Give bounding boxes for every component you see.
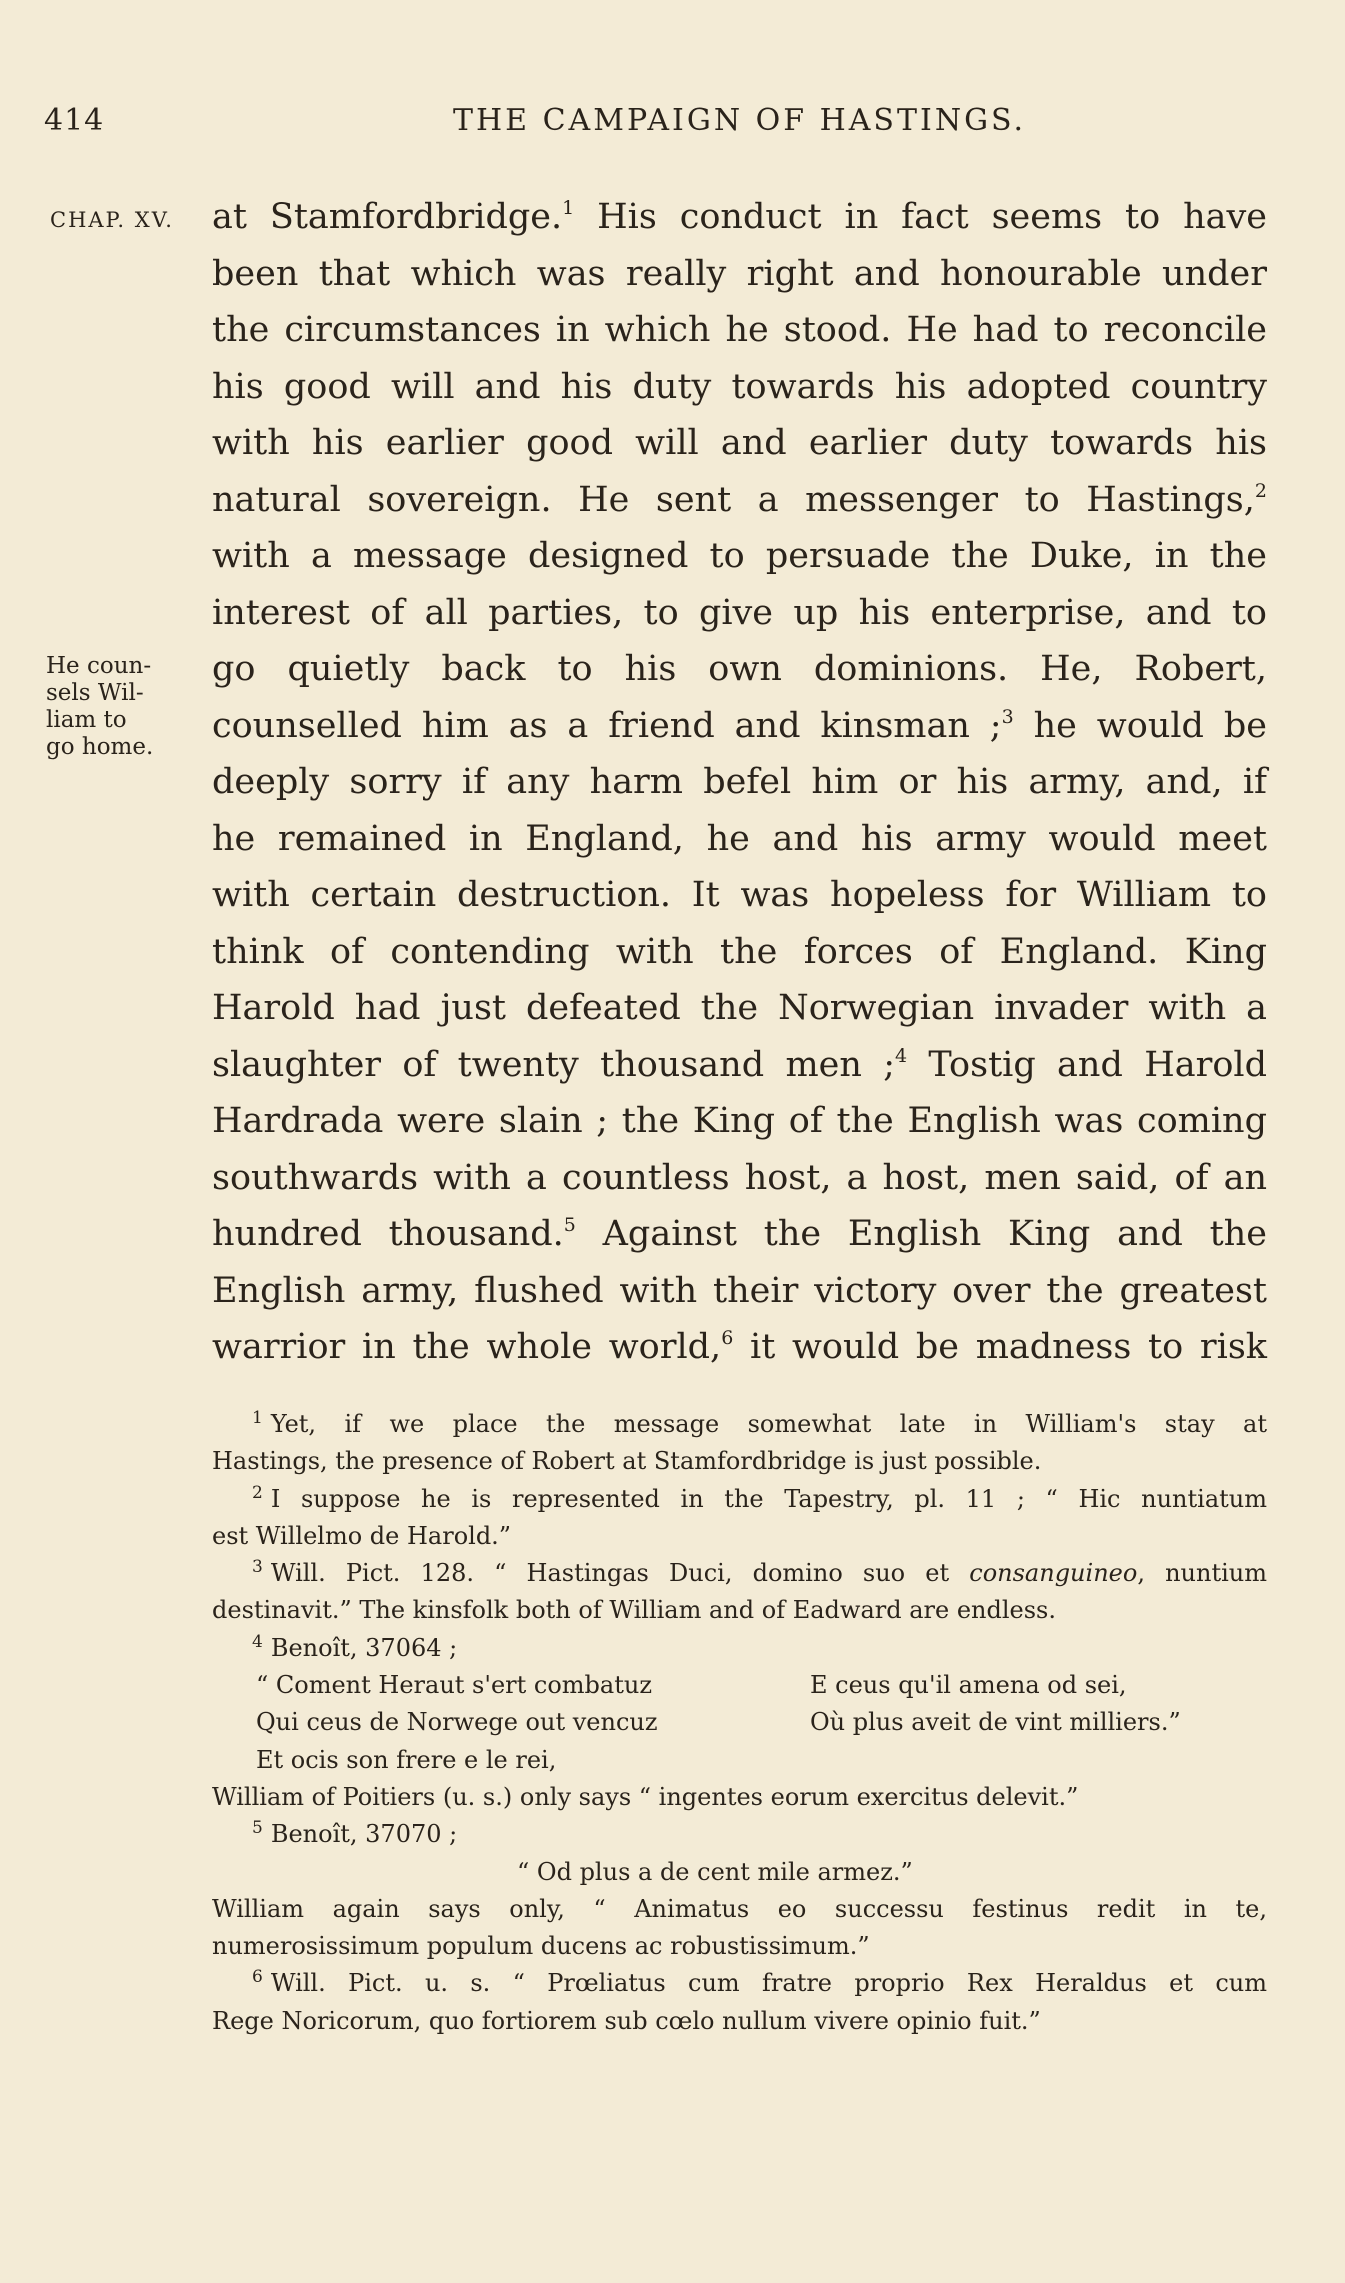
footnote-marker: 6 (252, 1967, 263, 1988)
body-line: Hardrada were slain ; the King of the English was coming (212, 1101, 1267, 1141)
footnote-marker: 5 (252, 1818, 263, 1839)
body-line: warrior in the whole world,$^6$ it would be madness to risk (212, 1327, 1268, 1367)
footnote-2-line: $^2$ I suppose he is represented in the Tapestry, pl. 11 ; “ Hic nuntiatum (252, 1482, 1267, 1513)
footnote-marker: 1 (252, 1408, 263, 1428)
body-line: natural sovereign. He sent a messenger to Hastings,$^2$ (212, 479, 1267, 520)
footnote-marker: 3 (252, 1557, 263, 1578)
footnote-reference: 4 (895, 1044, 908, 1067)
footnote-2-line: est Willelmo de Harold.” (212, 1521, 512, 1550)
body-line: hundred thousand.$^5$ Against the English King and the (212, 1214, 1267, 1254)
page-number: 414 (44, 103, 105, 138)
footnote-reference: 6 (721, 1327, 734, 1349)
footnote-1-line: $^1$ Yet, if we place the message somewhat late in William's stay at (252, 1408, 1267, 1438)
footnote-reference: 2 (1254, 479, 1267, 502)
sidenote-line: liam to (46, 707, 127, 733)
body-line: with his earlier good will and earlier duty towards his (212, 423, 1267, 463)
footnotes (212, 1406, 1267, 2040)
footnote-6-line: Rege Noricorum, quo fortiorem sub cœlo nullum vivere opinio fuit.” (212, 2006, 1041, 2035)
italic-term: consanguineo (969, 1559, 1138, 1588)
body-line: been that which was really right and honourable under (212, 253, 1267, 294)
body-line: he remained in England, he and his army would meet (212, 818, 1267, 859)
footnote-5-line: $^5$ Benoît, 37070 ; (252, 1818, 458, 1849)
verse-line: Qui ceus de Norwege out vencuz Où plus aveit de vint milliers.” (256, 1708, 1181, 1737)
body-text (212, 189, 1267, 1376)
body-line: go quietly back to his own dominions. He, Robert, (212, 649, 1267, 689)
sidenote-line: go home. (46, 734, 154, 760)
footnote-1-line: Hastings, the presence of Robert at Stamfordbridge is just possible. (212, 1447, 1042, 1476)
footnote-marker: 2 (252, 1482, 263, 1503)
verse-line: “ Od plus a de cent mile armez.” (517, 1857, 913, 1886)
marginal-sidenote (46, 653, 153, 761)
running-head: THE CAMPAIGN OF HASTINGS. (453, 103, 1027, 138)
body-line: English army, flushed with their victory over the greatest (212, 1270, 1267, 1311)
footnote-5-line: numerosissimum populum ducens ac robustissimum.” (212, 1932, 870, 1961)
footnote-3-line: $^3$ Will. Pict. 128. “ Hastingas Duci, domino suo et consanguineo, nuntium (252, 1557, 1267, 1588)
body-line: slaughter of twenty thousand men ;$^4$ Tostig and Harold (212, 1044, 1267, 1085)
sidenote-line: sels Wil- (46, 680, 144, 706)
body-line: Harold had just defeated the Norwegian invader with a (212, 988, 1267, 1028)
chapter-label: CHAP. XV. (50, 208, 174, 232)
footnote-5-line: William again says only, “ Animatus eo successu festinus redit in te, (212, 1894, 1267, 1923)
verse-line: Et ocis son frere e le rei, (256, 1745, 557, 1774)
body-line: deeply sorry if any harm befel him or his army, and, if (212, 762, 1267, 802)
footnote-reference: 5 (563, 1214, 576, 1236)
footnote-4-line: William of Poitiers (u. s.) only says “ ingentes eorum exercitus delevit.” (212, 1782, 1079, 1811)
body-line: interest of all parties, to give up his enterprise, and to (212, 592, 1267, 633)
verse-line: “ Coment Heraut s'ert combatuz E ceus qu'il amena od sei, (256, 1671, 1127, 1700)
body-line: the circumstances in which he stood. He had to reconcile (212, 310, 1267, 350)
sidenote-line: He coun- (46, 653, 152, 679)
body-line: his good will and his duty towards his adopted country (212, 366, 1267, 407)
footnote-reference: 1 (562, 197, 575, 219)
body-line: with certain destruction. It was hopeless for William to (212, 875, 1267, 915)
footnote-4-line: $^4$ Benoît, 37064 ; (252, 1631, 458, 1662)
footnote-reference: 3 (1001, 705, 1014, 728)
body-line: with a message designed to persuade the Duke, in the (212, 536, 1267, 576)
footnote-marker: 4 (252, 1631, 263, 1652)
footnote-3-line: destinavit.” The kinsfolk both of William and of Eadward are endless. (212, 1596, 1056, 1625)
footnote-6-line: $^6$ Will. Pict. u. s. “ Prœliatus cum fratre proprio Rex Heraldus et cum (252, 1967, 1267, 1998)
body-line: think of contending with the forces of England. King (212, 931, 1267, 972)
body-line: southwards with a countless host, a host, men said, of an (212, 1157, 1267, 1198)
body-line: at Stamfordbridge.$^1$ His conduct in fact seems to have (212, 197, 1267, 237)
body-line: counselled him as a friend and kinsman ;$^3$ he would be (212, 705, 1267, 746)
